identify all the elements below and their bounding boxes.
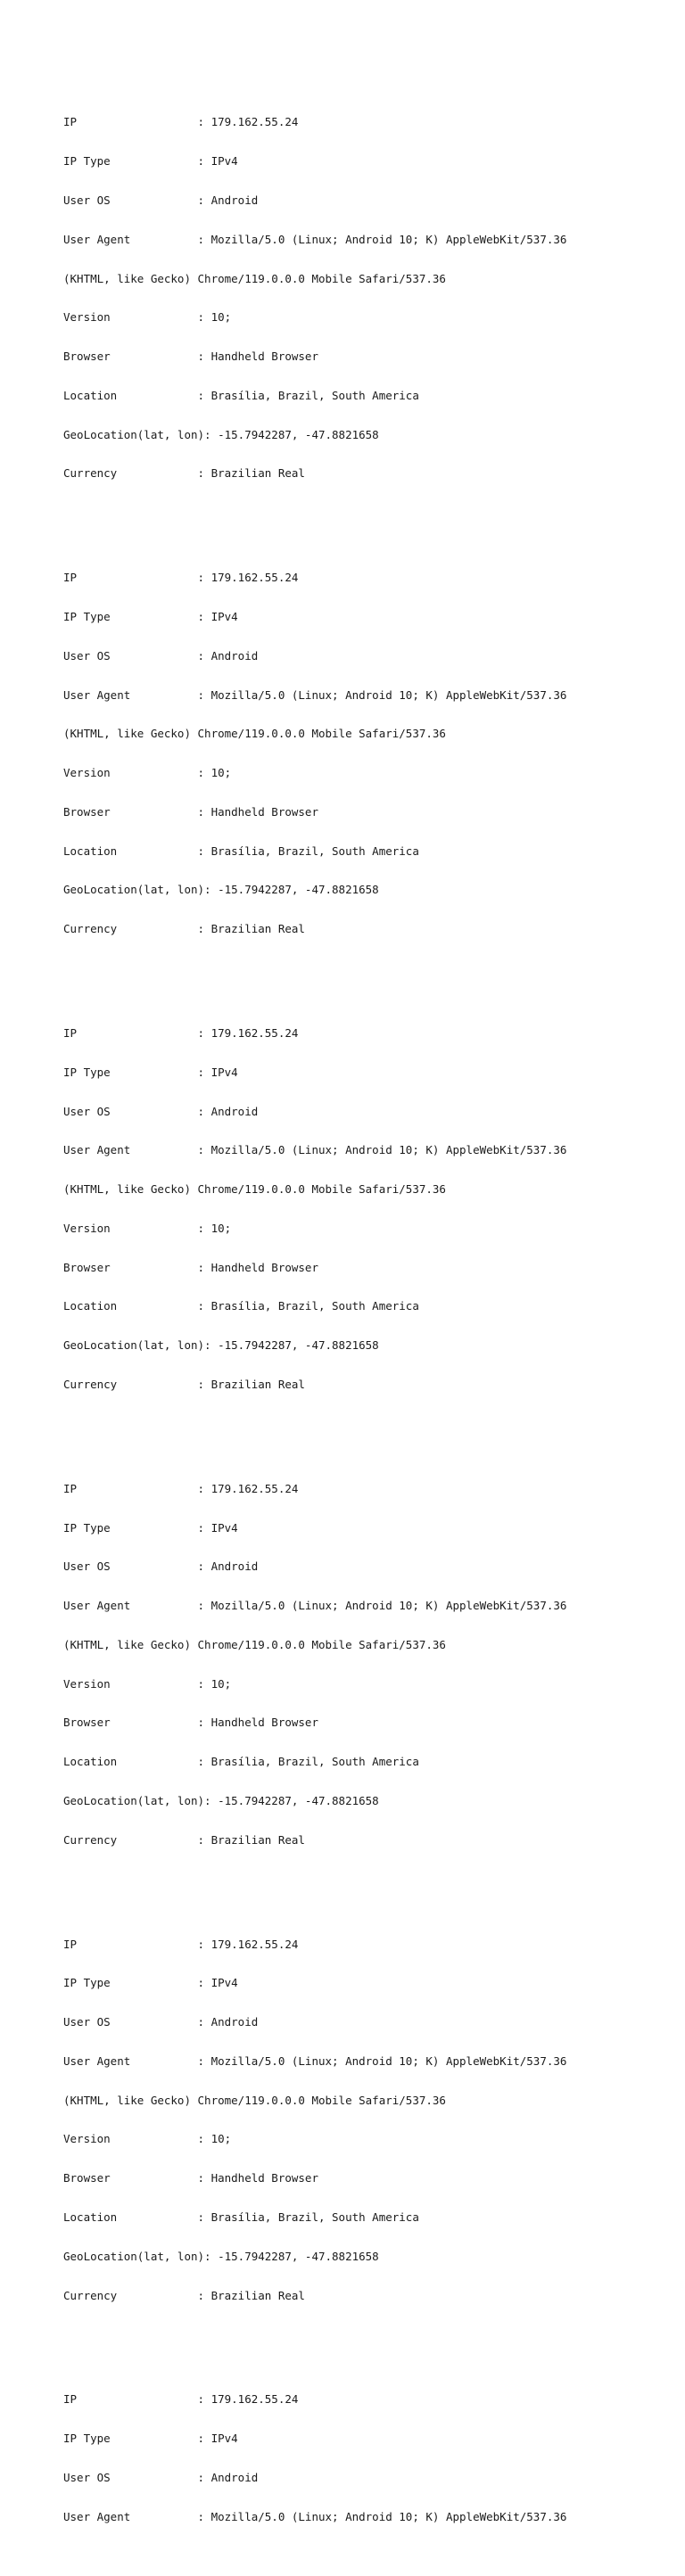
record-line: GeoLocation(lat, lon): -15.7942287, -47.8821658 [63, 1338, 379, 1353]
record-line: Browser : Handheld Browser [63, 350, 318, 364]
ip-record [63, 2367, 670, 2549]
document-page [63, 64, 670, 2576]
record-line: User OS : Android [63, 193, 259, 207]
record-line: GeoLocation(lat, lon): -15.7942287, -47.8821658 [63, 883, 379, 897]
record-line: Browser : Handheld Browser [63, 804, 318, 819]
record-line: IP Type : IPv4 [63, 154, 238, 169]
record-line: IP : 179.162.55.24 [63, 1481, 299, 1495]
record-line: Version : 10; [63, 766, 232, 780]
record-line: Location : Brasília, Brazil, South America [63, 388, 419, 402]
record-line: Currency : Brazilian Real [63, 466, 305, 481]
record-line: IP Type : IPv4 [63, 1976, 238, 1990]
record-line: User OS : Android [63, 2015, 259, 2029]
record-line: User Agent : Mozilla/5.0 (Linux; Android 10; K) AppleWebKit/537.36 [63, 2509, 567, 2523]
record-line: Location : Brasília, Brazil, South America [63, 2210, 419, 2224]
record-line: (KHTML, like Gecko) Chrome/119.0.0.0 Mobile Safari/537.36 [63, 1637, 446, 1651]
record-line: IP Type : IPv4 [63, 2432, 238, 2446]
record-line: Version : 10; [63, 1221, 232, 1235]
record-line: IP : 179.162.55.24 [63, 1937, 299, 1951]
record-line: IP Type : IPv4 [63, 1520, 238, 1535]
record-line: User Agent : Mozilla/5.0 (Linux; Android 10; K) AppleWebKit/537.36 [63, 1143, 567, 1157]
record-line: Browser : Handheld Browser [63, 1716, 318, 1730]
record-line: IP : 179.162.55.24 [63, 571, 299, 585]
record-line: User Agent : Mozilla/5.0 (Linux; Android 10; K) AppleWebKit/537.36 [63, 2053, 567, 2068]
record-line: Version : 10; [63, 310, 232, 325]
record-line: User OS : Android [63, 1104, 259, 1118]
record-line: Browser : Handheld Browser [63, 2171, 318, 2185]
record-line: (KHTML, like Gecko) Chrome/119.0.0.0 Mobile Safari/537.36 [63, 727, 446, 741]
record-line: Browser : Handheld Browser [63, 1260, 318, 1274]
record-line: User Agent : Mozilla/5.0 (Linux; Android 10; K) AppleWebKit/537.36 [63, 1599, 567, 1613]
record-line: Location : Brasília, Brazil, South America [63, 1299, 419, 1313]
record-line: IP Type : IPv4 [63, 609, 238, 623]
record-line: GeoLocation(lat, lon): -15.7942287, -47.8821658 [63, 427, 379, 441]
record-line: (KHTML, like Gecko) Chrome/119.0.0.0 Mobile Safari/537.36 [63, 2093, 446, 2107]
record-line: Currency : Brazilian Real [63, 2288, 305, 2302]
record-line: Currency : Brazilian Real [63, 922, 305, 936]
record-line: User OS : Android [63, 648, 259, 663]
record-line: IP : 179.162.55.24 [63, 1025, 299, 1040]
ip-record [63, 1457, 670, 1873]
record-line: Location : Brasília, Brazil, South America [63, 844, 419, 858]
ip-record [63, 1912, 670, 2328]
record-line: User OS : Android [63, 2470, 259, 2484]
record-line: Location : Brasília, Brazil, South America [63, 1755, 419, 1769]
ip-record [63, 90, 670, 506]
record-line: GeoLocation(lat, lon): -15.7942287, -47.8821658 [63, 2249, 379, 2263]
record-line: GeoLocation(lat, lon): -15.7942287, -47.8821658 [63, 1793, 379, 1807]
record-line: User Agent : Mozilla/5.0 (Linux; Android 10; K) AppleWebKit/537.36 [63, 232, 567, 246]
record-line: IP : 179.162.55.24 [63, 115, 299, 129]
ip-record [63, 1001, 670, 1418]
record-line: User Agent : Mozilla/5.0 (Linux; Android 10; K) AppleWebKit/537.36 [63, 687, 567, 702]
ip-record [63, 546, 670, 962]
record-line: User OS : Android [63, 1560, 259, 1574]
record-line: Version : 10; [63, 1676, 232, 1691]
record-line: IP Type : IPv4 [63, 1065, 238, 1079]
record-line: Currency : Brazilian Real [63, 1377, 305, 1391]
record-line: Version : 10; [63, 2132, 232, 2146]
record-line: IP : 179.162.55.24 [63, 2392, 299, 2407]
record-line: (KHTML, like Gecko) Chrome/119.0.0.0 Mobile Safari/537.36 [63, 271, 446, 285]
record-line: Currency : Brazilian Real [63, 1832, 305, 1847]
record-line: (KHTML, like Gecko) Chrome/119.0.0.0 Mobile Safari/537.36 [63, 1182, 446, 1197]
